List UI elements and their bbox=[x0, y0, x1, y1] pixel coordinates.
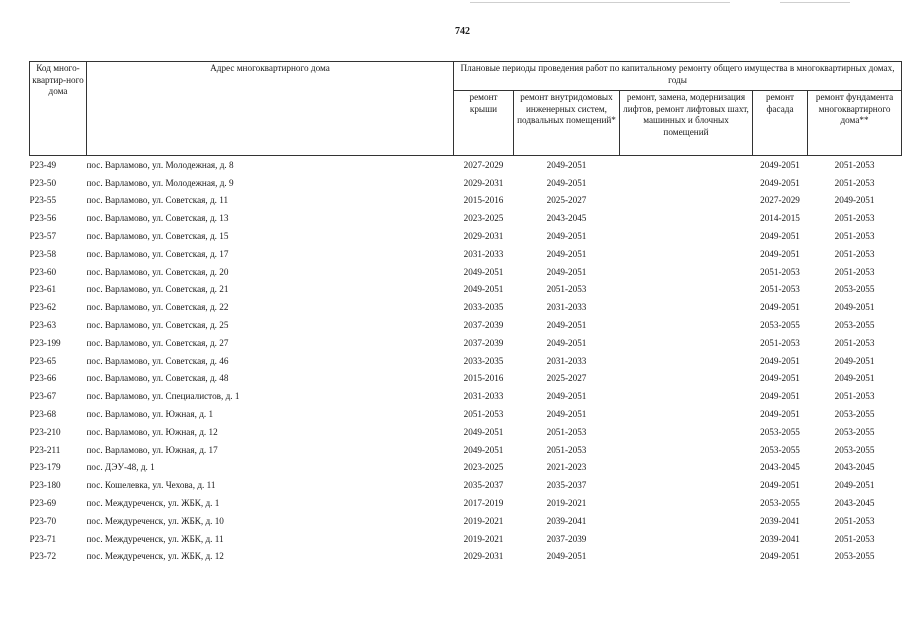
cell-code: P23-60 bbox=[29, 266, 57, 277]
cell-engineering: 2049-2051 bbox=[546, 551, 587, 562]
cell-foundation: 2043-2045 bbox=[834, 498, 875, 509]
cell-engineering: 2049-2051 bbox=[546, 337, 587, 348]
table-row bbox=[30, 316, 902, 334]
cell-elevators bbox=[620, 530, 753, 548]
table-row bbox=[30, 281, 902, 299]
cell-elevators bbox=[620, 281, 753, 299]
table-row bbox=[30, 459, 902, 477]
scan-artifact-line bbox=[470, 2, 730, 3]
cell-engineering: 2051-2053 bbox=[546, 426, 587, 437]
cell-engineering: 2051-2053 bbox=[546, 284, 587, 295]
header-foundation: ремонт фундамента многоквартирного дома** bbox=[808, 91, 902, 156]
table-row bbox=[30, 156, 902, 174]
cell-address: пос. Варламово, ул. Молодежная, д. 9 bbox=[86, 177, 234, 188]
cell-address: пос. Варламово, ул. Южная, д. 12 bbox=[86, 426, 218, 437]
cell-roof: 2029-2031 bbox=[463, 177, 504, 188]
table-body bbox=[30, 156, 902, 566]
table-row bbox=[30, 494, 902, 512]
cell-facade: 2051-2053 bbox=[760, 266, 800, 277]
cell-code: P23-71 bbox=[29, 533, 57, 544]
cell-elevators bbox=[620, 245, 753, 263]
cell-roof: 2019-2021 bbox=[463, 533, 504, 544]
cell-foundation: 2043-2045 bbox=[834, 462, 875, 473]
cell-code: P23-67 bbox=[29, 391, 57, 402]
cell-foundation: 2049-2051 bbox=[834, 480, 875, 491]
header-roof: ремонт крыши bbox=[454, 91, 514, 156]
table-row bbox=[30, 548, 902, 566]
scan-artifact-line bbox=[780, 2, 850, 3]
cell-foundation: 2051-2053 bbox=[834, 533, 875, 544]
cell-address: пос. Варламово, ул. Советская, д. 22 bbox=[86, 302, 229, 313]
cell-roof: 2015-2016 bbox=[463, 195, 504, 206]
table-row bbox=[30, 352, 902, 370]
cell-address: пос. Междуреченск, ул. ЖБК, д. 10 bbox=[86, 515, 224, 526]
cell-roof: 2035-2037 bbox=[463, 480, 504, 491]
cell-elevators bbox=[620, 370, 753, 388]
cell-code: P23-72 bbox=[29, 551, 57, 562]
cell-elevators bbox=[620, 156, 753, 174]
cell-foundation: 2049-2051 bbox=[834, 373, 875, 384]
cell-engineering: 2043-2045 bbox=[546, 213, 587, 224]
cell-address: пос. Варламово, ул. Советская, д. 11 bbox=[86, 195, 229, 206]
cell-foundation: 2053-2055 bbox=[834, 551, 875, 562]
cell-roof: 2027-2029 bbox=[463, 159, 504, 170]
cell-roof: 2033-2035 bbox=[463, 355, 504, 366]
cell-engineering: 2049-2051 bbox=[546, 391, 587, 402]
cell-elevators bbox=[620, 423, 753, 441]
cell-address: пос. Междуреченск, ул. ЖБК, д. 11 bbox=[86, 533, 224, 544]
cell-address: пос. Варламово, ул. Советская, д. 27 bbox=[86, 337, 229, 348]
cell-engineering: 2049-2051 bbox=[546, 409, 587, 420]
cell-elevators bbox=[620, 352, 753, 370]
header-facade: ремонт фасада bbox=[753, 91, 808, 156]
cell-roof: 2029-2031 bbox=[463, 551, 504, 562]
cell-roof: 2049-2051 bbox=[463, 284, 504, 295]
cell-engineering: 2031-2033 bbox=[546, 355, 587, 366]
cell-facade: 2049-2051 bbox=[760, 159, 800, 170]
table-row bbox=[30, 512, 902, 530]
cell-facade: 2049-2051 bbox=[760, 355, 800, 366]
table-row bbox=[30, 192, 902, 210]
cell-address: пос. Кошелевка, ул. Чехова, д. 11 bbox=[86, 480, 216, 491]
cell-engineering: 2039-2041 bbox=[546, 515, 587, 526]
cell-roof: 2051-2053 bbox=[463, 409, 504, 420]
cell-facade: 2053-2055 bbox=[760, 444, 800, 455]
capital-repair-table bbox=[29, 61, 902, 565]
cell-engineering: 2037-2039 bbox=[546, 533, 587, 544]
cell-address: пос. Варламово, ул. Советская, д. 21 bbox=[86, 284, 229, 295]
cell-facade: 2051-2053 bbox=[760, 337, 800, 348]
cell-code: P23-210 bbox=[29, 426, 61, 437]
cell-engineering: 2031-2033 bbox=[546, 302, 587, 313]
cell-foundation: 2051-2053 bbox=[834, 337, 875, 348]
cell-facade: 2049-2051 bbox=[760, 551, 800, 562]
cell-facade: 2053-2055 bbox=[760, 498, 800, 509]
cell-address: пос. Варламово, ул. Специалистов, д. 1 bbox=[86, 391, 240, 402]
table-row bbox=[30, 174, 902, 192]
cell-address: пос. Варламово, ул. Южная, д. 1 bbox=[86, 409, 214, 420]
cell-elevators bbox=[620, 174, 753, 192]
cell-code: P23-50 bbox=[29, 177, 57, 188]
cell-facade: 2049-2051 bbox=[760, 248, 800, 259]
table-row bbox=[30, 227, 902, 245]
cell-roof: 2023-2025 bbox=[463, 462, 504, 473]
cell-facade: 2053-2055 bbox=[760, 320, 800, 331]
cell-foundation: 2051-2053 bbox=[834, 391, 875, 402]
table-row bbox=[30, 387, 902, 405]
cell-elevators bbox=[620, 494, 753, 512]
cell-engineering: 2025-2027 bbox=[546, 195, 587, 206]
cell-roof: 2017-2019 bbox=[463, 498, 504, 509]
table-row bbox=[30, 370, 902, 388]
cell-facade: 2049-2051 bbox=[760, 409, 800, 420]
cell-code: P23-61 bbox=[29, 284, 57, 295]
cell-address: пос. Варламово, ул. Советская, д. 46 bbox=[86, 355, 229, 366]
cell-roof: 2031-2033 bbox=[463, 391, 504, 402]
cell-facade: 2039-2041 bbox=[760, 515, 800, 526]
table-row bbox=[30, 298, 902, 316]
cell-elevators bbox=[620, 548, 753, 566]
cell-address: пос. Варламово, ул. Советская, д. 20 bbox=[86, 266, 229, 277]
cell-engineering: 2049-2051 bbox=[546, 231, 587, 242]
cell-code: P23-70 bbox=[29, 515, 57, 526]
cell-elevators bbox=[620, 316, 753, 334]
cell-address: пос. Варламово, ул. Южная, д. 17 bbox=[86, 444, 218, 455]
table-row bbox=[30, 209, 902, 227]
cell-engineering: 2025-2027 bbox=[546, 373, 587, 384]
header-engineering: ремонт внутридомовых инженерных систем, подвальных помещений* bbox=[514, 91, 620, 156]
header-code: Код много-квартир-ного дома bbox=[30, 62, 87, 156]
cell-elevators bbox=[620, 405, 753, 423]
cell-facade: 2053-2055 bbox=[760, 426, 800, 437]
cell-foundation: 2051-2053 bbox=[834, 213, 875, 224]
cell-foundation: 2053-2055 bbox=[834, 444, 875, 455]
cell-elevators bbox=[620, 263, 753, 281]
header-address: Адрес многоквартирного дома bbox=[87, 62, 454, 156]
table-row bbox=[30, 441, 902, 459]
cell-address: пос. Междуреченск, ул. ЖБК, д. 1 bbox=[86, 498, 220, 509]
table-row bbox=[30, 476, 902, 494]
cell-elevators bbox=[620, 476, 753, 494]
cell-code: P23-69 bbox=[29, 498, 57, 509]
cell-address: пос. Междуреченск, ул. ЖБК, д. 12 bbox=[86, 551, 224, 562]
cell-code: P23-49 bbox=[29, 159, 57, 170]
cell-code: P23-68 bbox=[29, 409, 57, 420]
cell-foundation: 2053-2055 bbox=[834, 409, 875, 420]
cell-roof: 2023-2025 bbox=[463, 213, 504, 224]
cell-foundation: 2053-2055 bbox=[834, 320, 875, 331]
cell-engineering: 2049-2051 bbox=[546, 177, 587, 188]
page-number: 742 bbox=[455, 26, 470, 37]
cell-roof: 2049-2051 bbox=[463, 426, 504, 437]
cell-roof: 2015-2016 bbox=[463, 373, 504, 384]
cell-code: P23-211 bbox=[29, 444, 61, 455]
cell-roof: 2029-2031 bbox=[463, 231, 504, 242]
header-elevators: ремонт, замена, модернизация лифтов, ремонт лифтовых шахт, машинных и блочных помещений bbox=[620, 91, 753, 156]
cell-facade: 2051-2053 bbox=[760, 284, 800, 295]
cell-foundation: 2051-2053 bbox=[834, 266, 875, 277]
header-periods: Плановые периоды проведения работ по капитальному ремонту общего имущества в многоквартирных домах, годы bbox=[454, 62, 902, 91]
cell-roof: 2037-2039 bbox=[463, 337, 504, 348]
cell-engineering: 2051-2053 bbox=[546, 444, 587, 455]
cell-foundation: 2051-2053 bbox=[834, 177, 875, 188]
cell-roof: 2049-2051 bbox=[463, 266, 504, 277]
cell-address: пос. Варламово, ул. Советская, д. 15 bbox=[86, 231, 229, 242]
cell-address: пос. ДЭУ-48, д. 1 bbox=[86, 462, 155, 473]
cell-roof: 2037-2039 bbox=[463, 320, 504, 331]
cell-code: P23-180 bbox=[29, 480, 61, 491]
cell-engineering: 2021-2023 bbox=[546, 462, 587, 473]
table-row bbox=[30, 423, 902, 441]
cell-elevators bbox=[620, 334, 753, 352]
cell-foundation: 2053-2055 bbox=[834, 284, 875, 295]
cell-foundation: 2051-2053 bbox=[834, 515, 875, 526]
cell-facade: 2014-2015 bbox=[760, 213, 800, 224]
cell-facade: 2049-2051 bbox=[760, 391, 800, 402]
cell-elevators bbox=[620, 441, 753, 459]
cell-code: P23-63 bbox=[29, 320, 57, 331]
cell-facade: 2039-2041 bbox=[760, 533, 800, 544]
cell-engineering: 2049-2051 bbox=[546, 159, 587, 170]
cell-facade: 2049-2051 bbox=[760, 231, 800, 242]
cell-code: P23-57 bbox=[29, 231, 57, 242]
cell-elevators bbox=[620, 209, 753, 227]
cell-facade: 2027-2029 bbox=[760, 195, 800, 206]
cell-foundation: 2049-2051 bbox=[834, 195, 875, 206]
cell-foundation: 2049-2051 bbox=[834, 302, 875, 313]
cell-foundation: 2051-2053 bbox=[834, 248, 875, 259]
cell-code: P23-65 bbox=[29, 355, 57, 366]
cell-address: пос. Варламово, ул. Советская, д. 25 bbox=[86, 320, 229, 331]
cell-address: пос. Варламово, ул. Советская, д. 48 bbox=[86, 373, 229, 384]
table-row bbox=[30, 245, 902, 263]
cell-address: пос. Варламово, ул. Советская, д. 13 bbox=[86, 213, 229, 224]
cell-facade: 2049-2051 bbox=[760, 373, 800, 384]
cell-elevators bbox=[620, 459, 753, 477]
cell-elevators bbox=[620, 298, 753, 316]
cell-code: P23-179 bbox=[29, 462, 61, 473]
table-row bbox=[30, 530, 902, 548]
cell-elevators bbox=[620, 387, 753, 405]
cell-facade: 2043-2045 bbox=[760, 462, 800, 473]
cell-code: P23-55 bbox=[29, 195, 57, 206]
cell-code: P23-199 bbox=[29, 337, 61, 348]
cell-code: P23-56 bbox=[29, 213, 57, 224]
cell-foundation: 2049-2051 bbox=[834, 355, 875, 366]
table-row bbox=[30, 334, 902, 352]
cell-code: P23-62 bbox=[29, 302, 57, 313]
cell-roof: 2031-2033 bbox=[463, 248, 504, 259]
cell-engineering: 2035-2037 bbox=[546, 480, 587, 491]
cell-engineering: 2049-2051 bbox=[546, 320, 587, 331]
cell-engineering: 2049-2051 bbox=[546, 266, 587, 277]
cell-engineering: 2049-2051 bbox=[546, 248, 587, 259]
cell-engineering: 2019-2021 bbox=[546, 498, 587, 509]
cell-foundation: 2051-2053 bbox=[834, 159, 875, 170]
cell-address: пос. Варламово, ул. Молодежная, д. 8 bbox=[86, 159, 234, 170]
cell-code: P23-66 bbox=[29, 373, 57, 384]
table-row bbox=[30, 405, 902, 423]
cell-facade: 2049-2051 bbox=[760, 480, 800, 491]
cell-code: P23-58 bbox=[29, 248, 57, 259]
table-row bbox=[30, 263, 902, 281]
cell-roof: 2033-2035 bbox=[463, 302, 504, 313]
cell-elevators bbox=[620, 512, 753, 530]
cell-elevators bbox=[620, 192, 753, 210]
cell-elevators bbox=[620, 227, 753, 245]
cell-roof: 2019-2021 bbox=[463, 515, 504, 526]
cell-facade: 2049-2051 bbox=[760, 177, 800, 188]
cell-address: пос. Варламово, ул. Советская, д. 17 bbox=[86, 248, 229, 259]
cell-foundation: 2053-2055 bbox=[834, 426, 875, 437]
cell-facade: 2049-2051 bbox=[760, 302, 800, 313]
cell-roof: 2049-2051 bbox=[463, 444, 504, 455]
cell-foundation: 2051-2053 bbox=[834, 231, 875, 242]
